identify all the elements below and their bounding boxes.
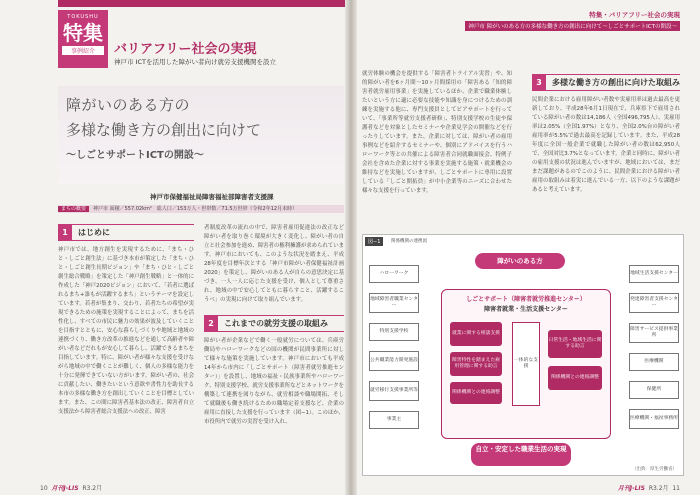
feature-banner xyxy=(58,10,108,68)
pill-bottom: 自立・安定した職業生活の実現 xyxy=(471,443,571,466)
section-3-heading xyxy=(532,74,680,91)
body-column-2b: 障がい者が企業などで働く一般就労については、兵庫労働局やハローワークなどの国の機関が民間事業所に対して様々な施策を実施しています。神戸市においても平成14年から市内に「しごとサポート（障害者就労推進センター）」を設置し、地域の福祉・民族事業所やハローワーク、特別支援学校、就労支援事業所などとネットワークを構築して連携を図りながら、就労相談や職場開拓、そして就職後も働き続けるための職場定着支援など、企業の雇用に直接した支援を行っています（図−1）。このほか、市役所内で就労の実習を受け入れ、 xyxy=(204,338,344,425)
hero-line-1: 障がいのある方の xyxy=(66,96,191,114)
pill-top: 障がいのある方 xyxy=(475,253,565,269)
section-number: 3 xyxy=(532,75,546,90)
info-bar xyxy=(58,205,344,213)
issue-date: R3.2月 xyxy=(82,485,103,492)
section-2-heading xyxy=(204,315,344,332)
left-box-0: ハローワーク xyxy=(369,265,419,283)
inner-left-0: 就業に関する相談支援 xyxy=(450,322,502,346)
page-number: 10 xyxy=(40,485,48,492)
inner-left-1: 障害特性を踏まえた雇用管理に関する助言 xyxy=(450,352,502,376)
body-column-1: 神戸市では、地方創生を実現するために、「まち・ひと・しごと創生法」に基づき本市が策定した「まち・ひと・しごと創生長期ビジョン」や「まち・ひと・しごと創生総合戦略」を策定した「神戸創生戦略」と一体的に作成した「神戸2020ビジョン」において、「若者に選ばれるまち+誰もが活躍するまち」というテーマを設定しています。若者が集まり、交わり、若者たちの希望が実現できるための施策を実現することによって、まちを活性化し、すべての市民に魅力の効果が波及していくことを目指すとともに、安心な暮らしづくりや地域と地域の連携づくり、働き方改革の推進などを通して高齢者や障がい者などだれもが安心して暮らし、活躍できるまちを目指しています。特に、障がい者が様々な支援を受けながら地域の中で働くことが難しく、個人の多様な能力を十分に発揮できていない方がいます。障がい者の、社会に貢献したい、働きたいという意欲や書性力を助長する本市の多様な働き方を創出していくことを目標としています。また、この間に障害者基本法の改正、障害者自立支援法から障害者総合支援法への改正、障害 xyxy=(58,247,194,415)
running-head: 特集・バリアフリー社会の実現 xyxy=(589,11,680,19)
left-box-1: 地域障害者職業センター xyxy=(369,293,419,313)
page-footer xyxy=(618,483,680,492)
left-box-5: 事業主 xyxy=(369,411,419,429)
top-accent-bar xyxy=(58,0,346,7)
page-footer xyxy=(40,483,102,492)
figure-label: 図−1 xyxy=(365,237,383,246)
left-box-3: 公共職業能力開発施設 xyxy=(369,351,419,371)
hero-line-3: 〜しごとサポートICTの開設〜 xyxy=(66,150,204,161)
headline: バリアフリー社会の実現 xyxy=(114,42,257,57)
right-box-2: 障害サービス提供事業所 xyxy=(629,323,679,343)
body-column-3: 就労体験の機会を提供する「障害者トライアル実習」や、知的障がい者を6ヶ月間〜10ヶ月間採用の「障害ある「知的障害者就労雇用事業」を実施しているほか、企業で職業体験したいという方に適に必要な技能や知識を身につけるための訓練を実施する他に、専門支援員としてピアサポートを行っていて、「事業所等就労支援者研修」、特別支援学校の生徒や保護者などを対象としたセミナーや企業見学会の開催などを行ったりしています。また、企業に対しては、障がい者の雇用事例などを紹介するセミナーや、個別にアドバイスを行うハローワーク等との共催による障害者合同就職面接会、特例子会社を含めた企業に対する事業を実施する施策・就業機会の維持などを実施していますが、しごとサポートに専用に設置している「しごと開拓員」が中小企業等のニーズに合わせた様々な支援を行っています。 xyxy=(362,71,512,194)
section-title: はじめに xyxy=(78,228,110,237)
figure-title: 関係機関の連携図 xyxy=(391,239,427,244)
magazine-name: 月刊J-LIS xyxy=(51,485,79,492)
right-box-4: 保健所 xyxy=(629,381,679,399)
inner-right-0: 日常生活・地域生活に関する助言 xyxy=(548,330,602,358)
center-subtitle: 障害者就業・生活支援センター xyxy=(484,306,568,313)
figure-diagram xyxy=(362,234,684,476)
center-column: 一体的な支援 xyxy=(512,322,540,406)
banner-sub: 事例紹介 xyxy=(62,46,104,55)
hero-line-2: 多様な働き方の創出に向けて xyxy=(66,121,262,139)
section-number: 1 xyxy=(58,225,72,240)
figure-source: （出典：厚生労働省） xyxy=(632,467,677,472)
headline-sub: 神戸市 ICTを活用した障がい者向け就労支援機関を設立 xyxy=(114,58,276,66)
right-box-3: 医療機関 xyxy=(629,353,679,371)
hero-title-block xyxy=(58,86,344,184)
info-tag: まちの概要 xyxy=(58,206,89,212)
body-column-4: 民間企業における雇用障がい者数や実雇用率は過去最高を更新しており、平成28年6月1日現在で、兵庫県下で雇用されている障がい者の数は14,186人（全国496,795人）、実雇用率は2.05%（全国1.97%）となり、全国2.0%台の障がい者雇用率が5.5%で過去最高を記録しています。また、平成28年度に全国一般企業で就職した障がい者の数は62,950人で、全国対比3.7%となっています。企業と同時に、障がい者の雇用支援の状況は進んでいますが、地域においては、まだまだ課題があるのでこのように、民間企業における障がい者雇用の取組みは着実に進んでいる一方、以下のような課題があると考えています。 xyxy=(532,97,680,193)
running-subhead: 神戸市 障がいのある方の多様な働き方の創出に向けて〜しごとサポートICTの開設〜 xyxy=(465,21,680,31)
banner-small: TOKUSHU xyxy=(67,14,99,20)
section-number: 2 xyxy=(204,316,218,331)
right-box-5: 医療機関・福祉事務所 xyxy=(629,409,679,429)
banner-title: 特集 xyxy=(63,21,103,45)
right-box-1: 発達障害者支援センター xyxy=(629,293,679,313)
byline: 神戸市保健福祉局障害福祉部障害者支援課 xyxy=(150,193,274,201)
body-column-2: 者制度改革の流れの中で、障害者雇用促進法の改正など障がい者を取り巻く環境が大きく変化し、障がい者の自立と社会参加を進め、障害者の権利擁護が求められています。神戸市においても、このような状況を踏まえ、平成28年度を目標年次とする「神戸市障がい者保健福祉計画2020」を策定し、障がいのある人が自らの意思決定に基づき、一人一人に応じた支援を受け、個人として尊重され、地域の中で安心してともに暮らすこと、活躍するこうべ」の実現に向けて取り組んでいます。 xyxy=(204,225,344,303)
section-1-heading xyxy=(58,224,194,241)
center-support-box xyxy=(441,289,611,439)
inner-left-2: 関係機関との連絡調整 xyxy=(450,382,502,404)
issue-date: R3.2月 xyxy=(648,485,669,492)
magazine-name: 月刊J-LIS xyxy=(617,485,645,492)
left-page xyxy=(0,0,346,495)
left-box-4: 就労移行支援事業所等 xyxy=(369,381,419,401)
page-number: 11 xyxy=(672,485,680,492)
right-box-0: 地域生活支援センター xyxy=(629,265,679,283)
inner-right-1: 関係機関との連絡調整 xyxy=(548,366,602,390)
right-page xyxy=(356,0,700,495)
section-title: これまでの就労支援の取組み xyxy=(224,319,328,328)
section-title: 多様な働き方の創出に向けた取組み xyxy=(552,78,680,87)
center-title: しごとサポート（障害者就労推進センター） xyxy=(466,296,586,303)
left-box-2: 特別支援学校 xyxy=(369,323,419,341)
info-text: 神戸市 面積／557.02km² 総人口／153万人・世帯数／71.5万世帯（令和2年12月末時） xyxy=(93,206,298,212)
